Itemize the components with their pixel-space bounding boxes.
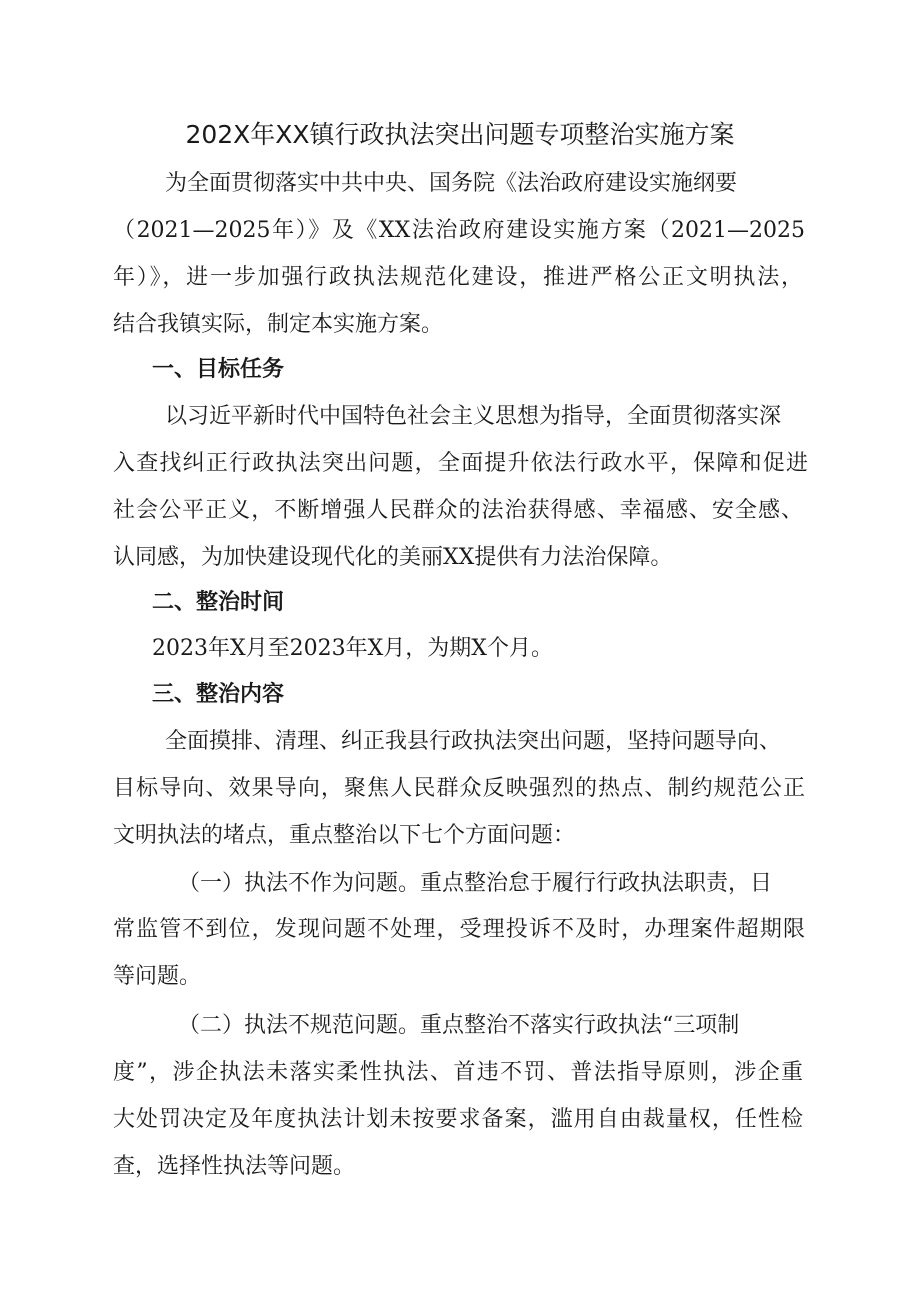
section-heading-time: 二、整治时间 xyxy=(152,590,285,615)
item1-line-1: （一）执法不作为问题。重点整治怠于履行行政执法职责，日 xyxy=(178,871,773,896)
intro-line-2: （2021—2025年）》及《XX法治政府建设实施方案（2021—2025 xyxy=(113,218,805,243)
item2-line-2: 度”，涉企执法未落实柔性执法、首违不罚、普法指导原则，涉企重 xyxy=(113,1060,803,1085)
item2-line-1: （二）执法不规范问题。重点整治不落实行政执法“三项制 xyxy=(178,1013,740,1038)
section3-line-2: 目标导向、效果导向，聚焦人民群众反映强烈的热点、制约规范公正 xyxy=(113,776,805,801)
intro-line-4: 结合我镇实际，制定本实施方案。 xyxy=(113,312,444,337)
section2-line-1: 2023年X月至2023年X月，为期X个月。 xyxy=(152,636,553,661)
item1-line-3: 等问题。 xyxy=(113,964,202,989)
item2-line-3: 大处罚决定及年度执法计划未按要求备案，滥用自由裁量权，任性检 xyxy=(113,1107,803,1132)
intro-line-3: 年）》，进一步加强行政执法规范化建设，推进严格公正文明执法， xyxy=(113,265,803,290)
section1-line-4: 认同感，为加快建设现代化的美丽XX提供有力法治保障。 xyxy=(113,545,673,570)
section-heading-content: 三、整治内容 xyxy=(152,682,285,707)
section-heading-goals: 一、目标任务 xyxy=(152,357,285,382)
section1-line-3: 社会公平正义，不断增强人民群众的法治获得感、幸福感、安全感、 xyxy=(113,498,803,523)
section3-line-1: 全面摸排、清理、纠正我县行政执法突出问题，坚持问题导向、 xyxy=(165,729,782,754)
section3-line-3: 文明执法的堵点，重点整治以下七个方面问题： xyxy=(113,823,576,848)
section1-line-2: 入查找纠正行政执法突出问题，全面提升依法行政水平，保障和促进 xyxy=(113,451,808,476)
document-title: 202X年XX镇行政执法突出问题专项整治实施方案 xyxy=(185,120,735,149)
item1-line-2: 常监管不到位，发现问题不处理，受理投诉不及时，办理案件超期限 xyxy=(113,917,805,942)
section1-line-1: 以习近平新时代中国特色社会主义思想为指导，全面贯彻落实深 xyxy=(165,404,782,429)
intro-line-1: 为全面贯彻落实中共中央、国务院《法治政府建设实施纲要 xyxy=(165,171,738,196)
item2-line-4: 查，选择性执法等问题。 xyxy=(113,1154,356,1179)
